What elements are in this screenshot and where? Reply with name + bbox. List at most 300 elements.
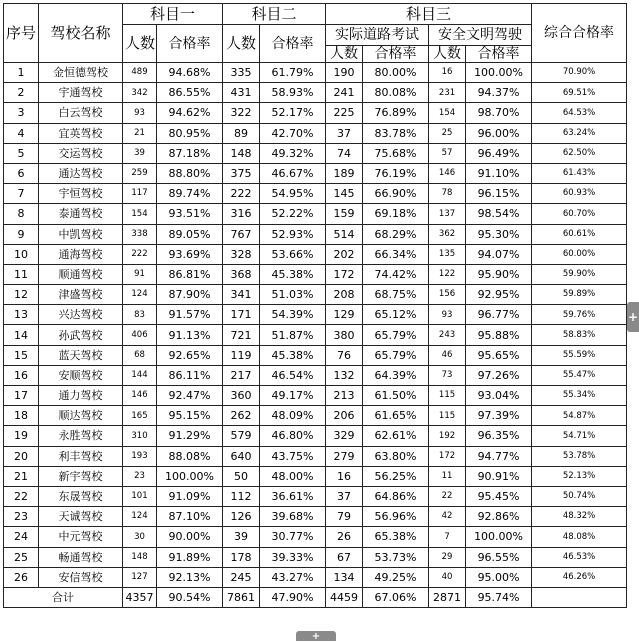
totals-subject2-count: 7861 (223, 587, 260, 607)
school-name-cell: 通力驾校 (39, 386, 123, 406)
header-subject-1: 科目一 (123, 4, 223, 25)
school-name-cell: 蓝天驾校 (39, 345, 123, 365)
subject2-count-cell: 148 (223, 143, 260, 163)
subject1-count-cell: 68 (123, 345, 157, 365)
road-test-count-cell: 37 (326, 123, 363, 143)
table-row (4, 365, 627, 385)
table-row (4, 446, 627, 466)
overall-rate-cell: 46.53% (532, 547, 627, 567)
school-name-cell: 新宇驾校 (39, 466, 123, 486)
road-test-count-cell: 134 (326, 567, 363, 587)
table-row (4, 204, 627, 224)
table-row (4, 345, 627, 365)
subject2-rate-cell: 46.80% (260, 426, 326, 446)
subject2-rate-cell: 61.79% (260, 63, 326, 83)
overall-rate-cell: 61.43% (532, 163, 627, 183)
overall-rate-cell: 59.90% (532, 264, 627, 284)
subject2-count-cell: 222 (223, 184, 260, 204)
safe-driving-count-cell: 115 (429, 386, 466, 406)
road-test-count-cell: 241 (326, 83, 363, 103)
table-row (4, 264, 627, 284)
school-name-cell: 东晟驾校 (39, 486, 123, 506)
header-rate-1: 合格率 (157, 25, 223, 63)
header-seq: 序号 (4, 4, 39, 63)
safe-driving-rate-cell: 98.70% (466, 103, 532, 123)
subject2-count-cell: 217 (223, 365, 260, 385)
overall-rate-cell: 62.50% (532, 143, 627, 163)
safe-driving-rate-cell: 96.77% (466, 305, 532, 325)
subject1-count-cell: 338 (123, 224, 157, 244)
road-test-rate-cell: 74.42% (363, 264, 429, 284)
subject1-count-cell: 124 (123, 507, 157, 527)
safe-driving-rate-cell: 94.37% (466, 83, 532, 103)
school-name-cell: 中元驾校 (39, 527, 123, 547)
school-name-cell: 兴达驾校 (39, 305, 123, 325)
subject2-count-cell: 262 (223, 406, 260, 426)
safe-driving-count-cell: 146 (429, 163, 466, 183)
subject1-rate-cell: 91.57% (157, 305, 223, 325)
table-row (4, 426, 627, 446)
road-test-count-cell: 213 (326, 386, 363, 406)
road-test-count-cell: 190 (326, 63, 363, 83)
subject2-count-cell: 178 (223, 547, 260, 567)
road-test-rate-cell: 56.25% (363, 466, 429, 486)
row-number-cell: 17 (4, 386, 39, 406)
totals-overall-empty (532, 587, 627, 607)
road-test-rate-cell: 63.80% (363, 446, 429, 466)
subject2-count-cell: 322 (223, 103, 260, 123)
subject1-rate-cell: 90.00% (157, 527, 223, 547)
table-row (4, 123, 627, 143)
safe-driving-count-cell: 115 (429, 406, 466, 426)
road-test-rate-cell: 64.39% (363, 365, 429, 385)
road-test-rate-cell: 66.90% (363, 184, 429, 204)
subject1-rate-cell: 91.89% (157, 547, 223, 567)
totals-subject1-rate: 90.54% (157, 587, 223, 607)
totals-road-test-rate: 67.06% (363, 587, 429, 607)
school-name-cell: 通达驾校 (39, 163, 123, 183)
subject2-count-cell: 431 (223, 83, 260, 103)
safe-driving-rate-cell: 97.26% (466, 365, 532, 385)
safe-driving-rate-cell: 92.86% (466, 507, 532, 527)
safe-driving-rate-cell: 92.95% (466, 285, 532, 305)
totals-subject1-count: 4357 (123, 587, 157, 607)
school-name-cell: 孙武驾校 (39, 325, 123, 345)
safe-driving-count-cell: 122 (429, 264, 466, 284)
subject2-count-cell: 579 (223, 426, 260, 446)
subject2-count-cell: 119 (223, 345, 260, 365)
pass-rate-table (3, 3, 627, 608)
table-row (4, 567, 627, 587)
subject1-count-cell: 146 (123, 386, 157, 406)
overall-rate-cell: 60.93% (532, 184, 627, 204)
road-test-count-cell: 129 (326, 305, 363, 325)
subject2-count-cell: 39 (223, 527, 260, 547)
road-test-count-cell: 159 (326, 204, 363, 224)
subject1-rate-cell: 87.18% (157, 143, 223, 163)
subject1-count-cell: 21 (123, 123, 157, 143)
subject2-rate-cell: 54.39% (260, 305, 326, 325)
row-number-cell: 23 (4, 507, 39, 527)
road-test-rate-cell: 80.08% (363, 83, 429, 103)
subject1-count-cell: 165 (123, 406, 157, 426)
row-number-cell: 12 (4, 285, 39, 305)
table-row (4, 527, 627, 547)
school-name-cell: 交运驾校 (39, 143, 123, 163)
table-row (4, 406, 627, 426)
row-number-cell: 9 (4, 224, 39, 244)
row-number-cell: 5 (4, 143, 39, 163)
safe-driving-rate-cell: 95.90% (466, 264, 532, 284)
safe-driving-count-cell: 29 (429, 547, 466, 567)
road-test-count-cell: 79 (326, 507, 363, 527)
subject2-count-cell: 171 (223, 305, 260, 325)
safe-driving-rate-cell: 100.00% (466, 63, 532, 83)
subject2-rate-cell: 39.33% (260, 547, 326, 567)
subject1-count-cell: 144 (123, 365, 157, 385)
row-number-cell: 15 (4, 345, 39, 365)
school-name-cell: 安信驾校 (39, 567, 123, 587)
subject1-rate-cell: 86.11% (157, 365, 223, 385)
subject1-count-cell: 124 (123, 285, 157, 305)
table-row (4, 63, 627, 83)
overall-rate-cell: 48.08% (532, 527, 627, 547)
safe-driving-rate-cell: 96.55% (466, 547, 532, 567)
subject2-rate-cell: 42.70% (260, 123, 326, 143)
overall-rate-cell: 55.47% (532, 365, 627, 385)
table-row (4, 83, 627, 103)
subject1-rate-cell: 88.08% (157, 446, 223, 466)
overall-rate-cell: 54.71% (532, 426, 627, 446)
overall-rate-cell: 50.74% (532, 486, 627, 506)
safe-driving-rate-cell: 100.00% (466, 527, 532, 547)
subject2-rate-cell: 52.17% (260, 103, 326, 123)
road-test-rate-cell: 75.68% (363, 143, 429, 163)
safe-driving-count-cell: 135 (429, 244, 466, 264)
safe-driving-count-cell: 156 (429, 285, 466, 305)
school-name-cell: 白云驾校 (39, 103, 123, 123)
road-test-rate-cell: 80.00% (363, 63, 429, 83)
table-row (4, 285, 627, 305)
road-test-count-cell: 225 (326, 103, 363, 123)
overall-rate-cell: 64.53% (532, 103, 627, 123)
subject2-count-cell: 126 (223, 507, 260, 527)
header-safe-driving: 安全文明驾驶 (429, 25, 532, 46)
subject1-rate-cell: 100.00% (157, 466, 223, 486)
subject1-count-cell: 148 (123, 547, 157, 567)
overall-rate-cell: 59.89% (532, 285, 627, 305)
overall-rate-cell: 48.32% (532, 507, 627, 527)
safe-driving-count-cell: 137 (429, 204, 466, 224)
road-test-count-cell: 279 (326, 446, 363, 466)
subject1-rate-cell: 95.15% (157, 406, 223, 426)
overall-rate-cell: 53.78% (532, 446, 627, 466)
safe-driving-rate-cell: 93.04% (466, 386, 532, 406)
safe-driving-count-cell: 11 (429, 466, 466, 486)
subject1-count-cell: 259 (123, 163, 157, 183)
row-number-cell: 14 (4, 325, 39, 345)
subject1-rate-cell: 94.68% (157, 63, 223, 83)
subject1-count-cell: 127 (123, 567, 157, 587)
subject2-rate-cell: 53.66% (260, 244, 326, 264)
header-count-4: 人数 (429, 46, 466, 63)
safe-driving-count-cell: 40 (429, 567, 466, 587)
road-test-rate-cell: 69.18% (363, 204, 429, 224)
safe-driving-count-cell: 362 (429, 224, 466, 244)
row-number-cell: 4 (4, 123, 39, 143)
header-rate-3: 合格率 (363, 46, 429, 63)
header-count-3: 人数 (326, 46, 363, 63)
subject1-rate-cell: 89.74% (157, 184, 223, 204)
overall-rate-cell: 60.61% (532, 224, 627, 244)
safe-driving-rate-cell: 95.30% (466, 224, 532, 244)
safe-driving-rate-cell: 94.07% (466, 244, 532, 264)
school-name-cell: 宜英驾校 (39, 123, 123, 143)
subject1-count-cell: 406 (123, 325, 157, 345)
safe-driving-count-cell: 57 (429, 143, 466, 163)
subject1-count-cell: 342 (123, 83, 157, 103)
road-test-count-cell: 26 (326, 527, 363, 547)
subject2-count-cell: 368 (223, 264, 260, 284)
road-test-count-cell: 206 (326, 406, 363, 426)
school-name-cell: 津盛驾校 (39, 285, 123, 305)
road-test-count-cell: 16 (326, 466, 363, 486)
safe-driving-count-cell: 172 (429, 446, 466, 466)
row-number-cell: 3 (4, 103, 39, 123)
subject2-count-cell: 360 (223, 386, 260, 406)
safe-driving-count-cell: 16 (429, 63, 466, 83)
school-name-cell: 安顺驾校 (39, 365, 123, 385)
subject1-rate-cell: 88.80% (157, 163, 223, 183)
table-row (4, 486, 627, 506)
row-number-cell: 13 (4, 305, 39, 325)
row-number-cell: 8 (4, 204, 39, 224)
row-number-cell: 24 (4, 527, 39, 547)
safe-driving-rate-cell: 96.49% (466, 143, 532, 163)
road-test-rate-cell: 68.29% (363, 224, 429, 244)
road-test-rate-cell: 49.25% (363, 567, 429, 587)
row-number-cell: 11 (4, 264, 39, 284)
header-rate-2: 合格率 (260, 25, 326, 63)
safe-driving-rate-cell: 95.65% (466, 345, 532, 365)
header-count-2: 人数 (223, 25, 260, 63)
subject1-count-cell: 23 (123, 466, 157, 486)
safe-driving-count-cell: 243 (429, 325, 466, 345)
safe-driving-count-cell: 154 (429, 103, 466, 123)
table-row (4, 103, 627, 123)
road-test-count-cell: 189 (326, 163, 363, 183)
subject2-rate-cell: 43.75% (260, 446, 326, 466)
school-name-cell: 顺达驾校 (39, 406, 123, 426)
safe-driving-rate-cell: 90.91% (466, 466, 532, 486)
school-name-cell: 天诚驾校 (39, 507, 123, 527)
subject2-rate-cell: 52.22% (260, 204, 326, 224)
subject1-count-cell: 93 (123, 103, 157, 123)
road-test-rate-cell: 76.19% (363, 163, 429, 183)
safe-driving-rate-cell: 91.10% (466, 163, 532, 183)
overall-rate-cell: 52.13% (532, 466, 627, 486)
safe-driving-count-cell: 7 (429, 527, 466, 547)
table-row (4, 163, 627, 183)
road-test-count-cell: 208 (326, 285, 363, 305)
overall-rate-cell: 63.24% (532, 123, 627, 143)
row-number-cell: 21 (4, 466, 39, 486)
subject1-rate-cell: 80.95% (157, 123, 223, 143)
subject2-rate-cell: 36.61% (260, 486, 326, 506)
road-test-rate-cell: 61.65% (363, 406, 429, 426)
table-row (4, 547, 627, 567)
road-test-rate-cell: 68.75% (363, 285, 429, 305)
subject2-rate-cell: 49.32% (260, 143, 326, 163)
subject1-count-cell: 39 (123, 143, 157, 163)
subject2-rate-cell: 46.54% (260, 365, 326, 385)
safe-driving-rate-cell: 96.00% (466, 123, 532, 143)
safe-driving-rate-cell: 95.00% (466, 567, 532, 587)
expand-row-icon[interactable]: + (296, 631, 336, 641)
school-name-cell: 永胜驾校 (39, 426, 123, 446)
school-name-cell: 利丰驾校 (39, 446, 123, 466)
road-test-count-cell: 132 (326, 365, 363, 385)
row-number-cell: 7 (4, 184, 39, 204)
row-number-cell: 2 (4, 83, 39, 103)
subject2-count-cell: 112 (223, 486, 260, 506)
safe-driving-count-cell: 93 (429, 305, 466, 325)
totals-safe-driving-count: 2871 (429, 587, 466, 607)
subject2-rate-cell: 49.17% (260, 386, 326, 406)
road-test-count-cell: 172 (326, 264, 363, 284)
row-number-cell: 18 (4, 406, 39, 426)
subject1-count-cell: 193 (123, 446, 157, 466)
safe-driving-count-cell: 22 (429, 486, 466, 506)
overall-rate-cell: 69.51% (532, 83, 627, 103)
header-subject-3: 科目三 (326, 4, 532, 25)
safe-driving-count-cell: 46 (429, 345, 466, 365)
safe-driving-count-cell: 192 (429, 426, 466, 446)
subject2-rate-cell: 51.03% (260, 285, 326, 305)
expand-column-icon[interactable]: + (627, 302, 639, 332)
table-row (4, 325, 627, 345)
road-test-count-cell: 67 (326, 547, 363, 567)
road-test-rate-cell: 83.78% (363, 123, 429, 143)
subject2-count-cell: 50 (223, 466, 260, 486)
totals-subject2-rate: 47.90% (260, 587, 326, 607)
road-test-rate-cell: 56.96% (363, 507, 429, 527)
safe-driving-rate-cell: 95.88% (466, 325, 532, 345)
totals-road-test-count: 4459 (326, 587, 363, 607)
header-subject-2: 科目二 (223, 4, 326, 25)
header-overall-rate: 综合合格率 (532, 4, 627, 63)
road-test-count-cell: 514 (326, 224, 363, 244)
subject2-rate-cell: 58.93% (260, 83, 326, 103)
subject2-rate-cell: 48.09% (260, 406, 326, 426)
school-name-cell: 通海驾校 (39, 244, 123, 264)
overall-rate-cell: 60.00% (532, 244, 627, 264)
subject1-rate-cell: 87.10% (157, 507, 223, 527)
subject1-rate-cell: 91.29% (157, 426, 223, 446)
subject1-rate-cell: 89.05% (157, 224, 223, 244)
school-name-cell: 宇通驾校 (39, 83, 123, 103)
road-test-count-cell: 74 (326, 143, 363, 163)
subject1-rate-cell: 91.13% (157, 325, 223, 345)
road-test-rate-cell: 65.38% (363, 527, 429, 547)
header-count-1: 人数 (123, 25, 157, 63)
subject2-rate-cell: 52.93% (260, 224, 326, 244)
subject2-count-cell: 328 (223, 244, 260, 264)
subject2-count-cell: 341 (223, 285, 260, 305)
subject2-rate-cell: 48.00% (260, 466, 326, 486)
school-name-cell: 泰通驾校 (39, 204, 123, 224)
subject2-count-cell: 721 (223, 325, 260, 345)
subject1-rate-cell: 86.81% (157, 264, 223, 284)
road-test-rate-cell: 53.73% (363, 547, 429, 567)
road-test-count-cell: 380 (326, 325, 363, 345)
overall-rate-cell: 55.59% (532, 345, 627, 365)
row-number-cell: 10 (4, 244, 39, 264)
totals-safe-driving-rate: 95.74% (466, 587, 532, 607)
row-number-cell: 25 (4, 547, 39, 567)
subject2-count-cell: 767 (223, 224, 260, 244)
header-rate-4: 合格率 (466, 46, 532, 63)
subject1-count-cell: 310 (123, 426, 157, 446)
row-number-cell: 20 (4, 446, 39, 466)
road-test-rate-cell: 66.34% (363, 244, 429, 264)
safe-driving-rate-cell: 95.45% (466, 486, 532, 506)
subject1-rate-cell: 93.51% (157, 204, 223, 224)
road-test-rate-cell: 61.50% (363, 386, 429, 406)
subject2-count-cell: 640 (223, 446, 260, 466)
safe-driving-count-cell: 78 (429, 184, 466, 204)
school-name-cell: 顺通驾校 (39, 264, 123, 284)
subject1-count-cell: 91 (123, 264, 157, 284)
row-number-cell: 1 (4, 63, 39, 83)
overall-rate-cell: 60.70% (532, 204, 627, 224)
totals-label: 合计 (4, 587, 123, 607)
table-row (4, 224, 627, 244)
subject2-rate-cell: 45.38% (260, 345, 326, 365)
overall-rate-cell: 58.83% (532, 325, 627, 345)
safe-driving-rate-cell: 96.35% (466, 426, 532, 446)
table-row (4, 507, 627, 527)
overall-rate-cell: 70.90% (532, 63, 627, 83)
road-test-count-cell: 37 (326, 486, 363, 506)
subject2-rate-cell: 43.27% (260, 567, 326, 587)
subject1-rate-cell: 94.62% (157, 103, 223, 123)
overall-rate-cell: 55.34% (532, 386, 627, 406)
road-test-count-cell: 202 (326, 244, 363, 264)
school-name-cell: 中凯驾校 (39, 224, 123, 244)
subject2-rate-cell: 39.68% (260, 507, 326, 527)
subject2-count-cell: 245 (223, 567, 260, 587)
safe-driving-rate-cell: 96.15% (466, 184, 532, 204)
subject2-count-cell: 89 (223, 123, 260, 143)
header-road-test: 实际道路考试 (326, 25, 429, 46)
subject1-count-cell: 154 (123, 204, 157, 224)
subject1-rate-cell: 86.55% (157, 83, 223, 103)
subject1-count-cell: 489 (123, 63, 157, 83)
school-name-cell: 畅通驾校 (39, 547, 123, 567)
subject2-count-cell: 316 (223, 204, 260, 224)
road-test-count-cell: 145 (326, 184, 363, 204)
table-row (4, 466, 627, 486)
road-test-count-cell: 329 (326, 426, 363, 446)
road-test-rate-cell: 64.86% (363, 486, 429, 506)
safe-driving-rate-cell: 98.54% (466, 204, 532, 224)
subject1-rate-cell: 93.69% (157, 244, 223, 264)
safe-driving-count-cell: 73 (429, 365, 466, 385)
subject2-rate-cell: 51.87% (260, 325, 326, 345)
safe-driving-count-cell: 42 (429, 507, 466, 527)
subject2-count-cell: 375 (223, 163, 260, 183)
